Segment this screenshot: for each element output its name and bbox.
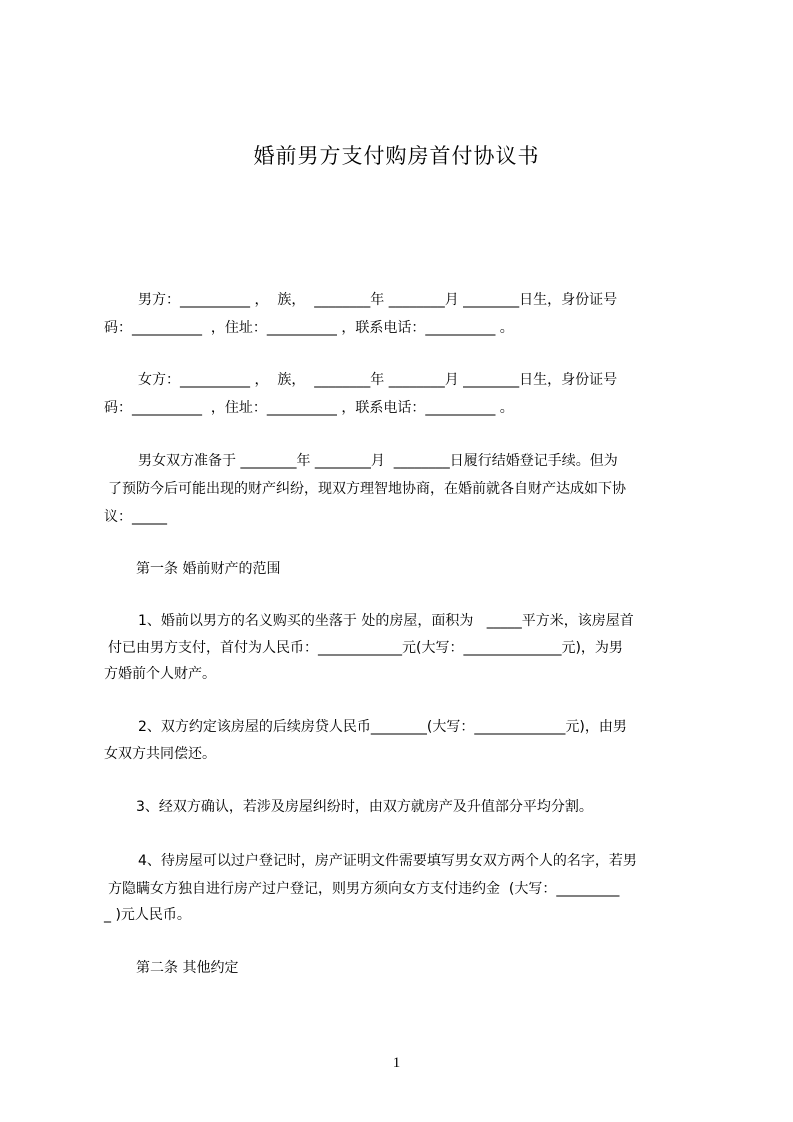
clause-4-line-3: _ )元人民币。 (104, 907, 191, 923)
article-1-heading: 第一条 婚前财产的范围 (136, 561, 281, 577)
clause-3-line-1: 3、经双方确认，若涉及房屋纠纷时，由双方就房产及升值部分平均分割。 (136, 799, 593, 815)
clause-1-line-1: 1、婚前以男方的名义购买的坐落于 处的房屋，面积为 _____平方米，该房屋首 (138, 613, 634, 629)
clause-4-line-2: 方隐瞒女方独自进行房产过户登记，则男方须向女方支付违约金 (大写：_________ (108, 881, 620, 897)
clause-1-line-3: 方婚前个人财产。 (104, 666, 216, 682)
intro-line-2: 了预防今后可能出现的财产纠纷，现双方理智地协商，在婚前就各自财产达成如下协 (108, 481, 626, 497)
page-number: 1 (392, 1055, 401, 1071)
husband-info-line-2: 码：__________ ，住址：__________ ，联系电话：__________ 。 (104, 320, 514, 336)
wife-info-line-2: 码：__________ ，住址：__________ ，联系电话：__________ 。 (104, 400, 514, 416)
clause-2-line-1: 2、双方约定该房屋的后续房贷人民币________(大写：_____________元)，由男 (138, 719, 627, 735)
document-title: 婚前男方支付购房首付协议书 (253, 144, 540, 168)
clause-1-line-2: 付已由男方支付，首付为人民币：____________元(大写：______________元)，为男 (108, 640, 623, 656)
intro-line-3: 议：_____ (104, 509, 167, 525)
clause-4-line-1: 4、待房屋可以过户登记时，房产证明文件需要填写男女双方两个人的名字，若男 (138, 853, 637, 869)
intro-line-1: 男女双方准备于 ________年 ________月 ________日履行结婚登记手续。但为 (138, 453, 618, 469)
clause-2-line-2: 女双方共同偿还。 (104, 746, 216, 762)
wife-info-line-1: 女方：__________ ， 族， ________年 ________月 ________日生，身份证号 (138, 372, 618, 388)
article-2-heading: 第二条 其他约定 (136, 960, 239, 976)
husband-info-line-1: 男方：__________ ， 族， ________年 ________月 ________日生，身份证号 (138, 292, 618, 308)
